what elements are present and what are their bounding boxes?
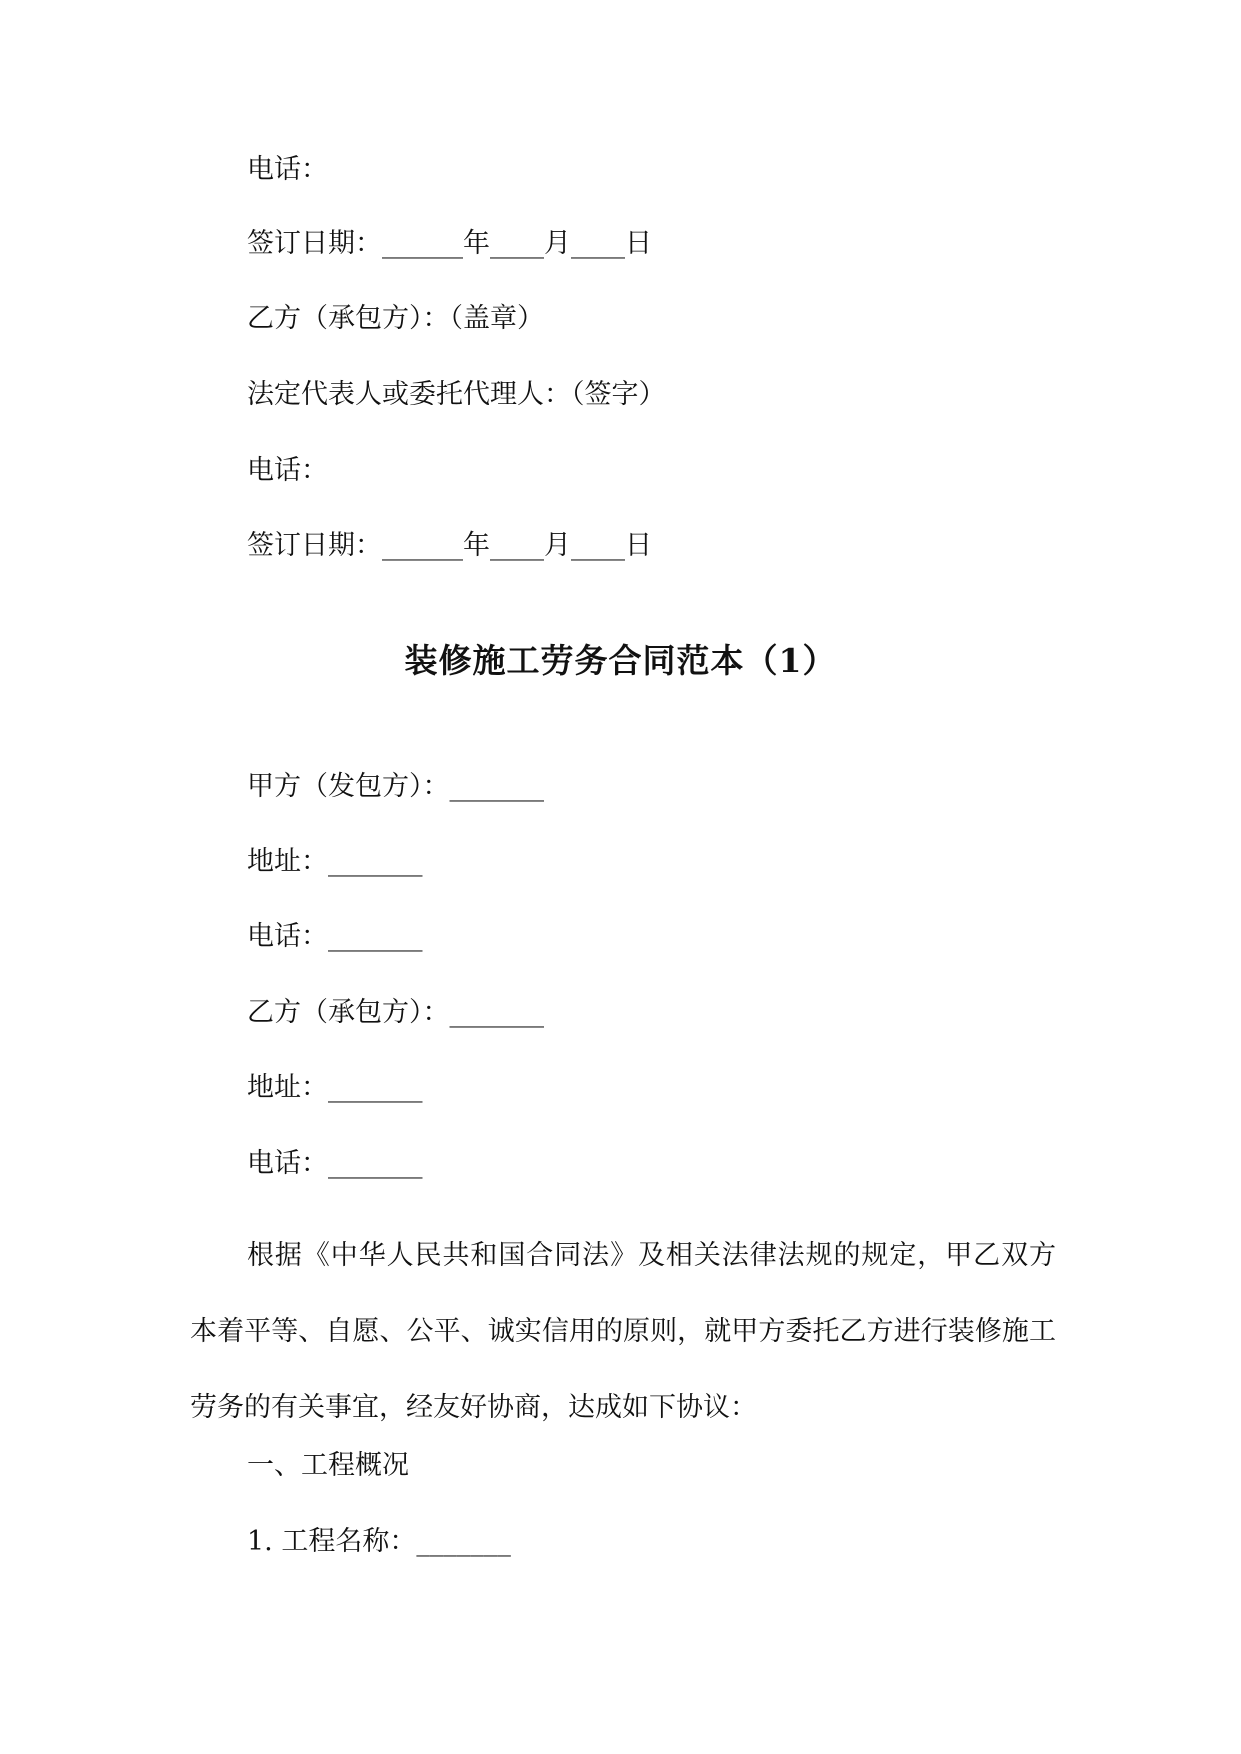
sign-date-line-2: 签订日期：______年____月____日	[247, 530, 652, 561]
section-heading: 一、工程概况	[247, 1450, 409, 1481]
party-b-line: 乙方（承包方）：_______	[247, 997, 544, 1028]
party-a-phone-line: 电话：_______	[247, 921, 423, 952]
party-b-phone-line: 电话：_______	[247, 1148, 423, 1179]
party-a-line: 甲方（发包方）：_______	[247, 771, 544, 802]
intro-paragraph: 根据《中华人民共和国合同法》及相关法律法规的规定，甲乙双方本着平等、自愿、公平、诚实信用的原则，就甲方委托乙方进行装修施工劳务的有关事宜，经友好协商，达成如下协议：	[190, 1240, 1056, 1423]
phone-line: 电话：	[247, 154, 328, 185]
party-b-seal-line: 乙方（承包方）：（盖章）	[247, 303, 544, 334]
contract-title: 装修施工劳务合同范本（1）	[404, 641, 837, 680]
representative-sign-line: 法定代表人或委托代理人：（签字）	[247, 379, 666, 410]
sign-date-line: 签订日期：______年____月____日	[247, 228, 652, 259]
phone-line-2: 电话：	[247, 455, 328, 486]
party-a-address-line: 地址：_______	[247, 846, 423, 877]
project-name-line: 1. 工程名称：_______	[247, 1526, 511, 1557]
party-b-address-line: 地址：_______	[247, 1072, 423, 1103]
